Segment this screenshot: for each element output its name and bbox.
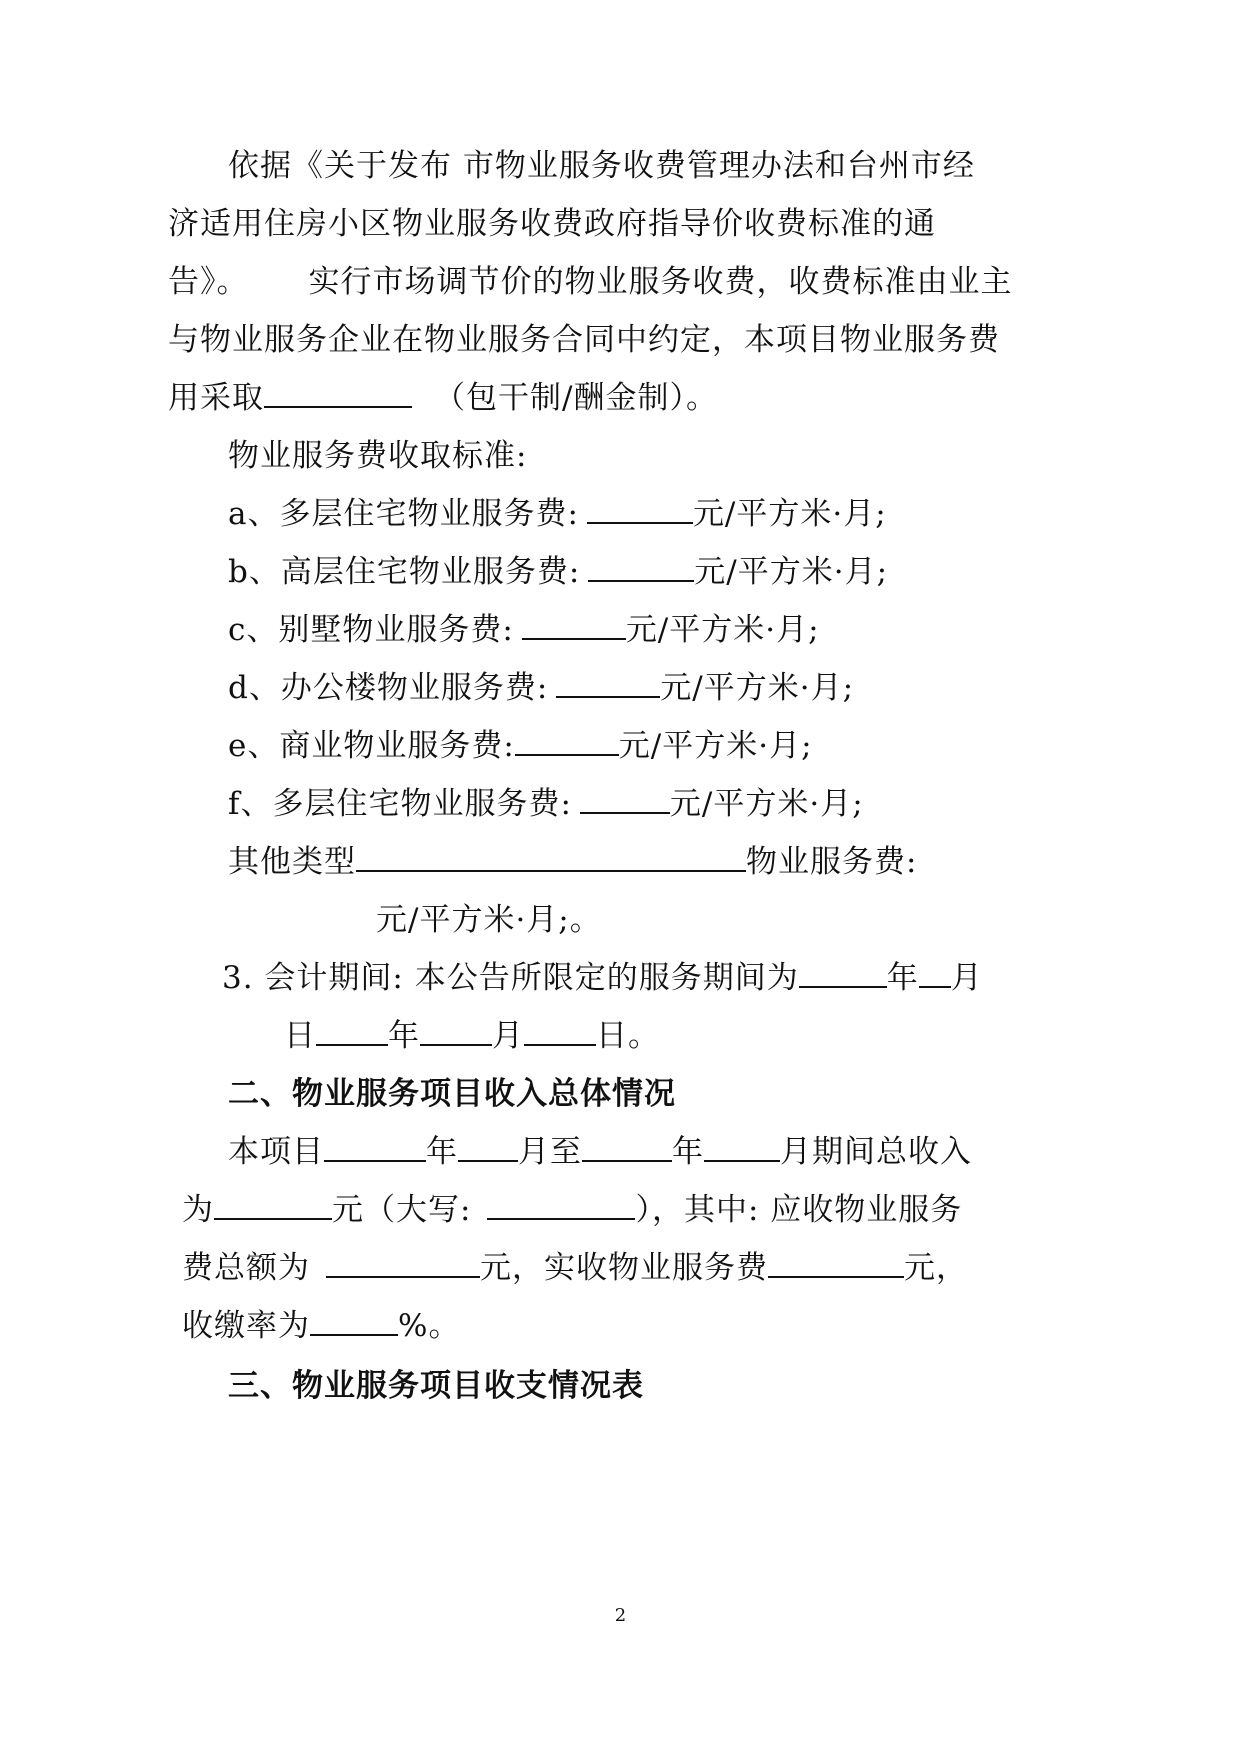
section-3-heading: 三、物业服务项目收支情况表 <box>228 1368 644 1404</box>
intro-line-1: 依据《关于发布 市物业服务收费管理办法和台州市经 <box>228 148 975 184</box>
fee-other-suffix: 物业服务费: <box>746 844 918 880</box>
period-end-year-blank[interactable] <box>420 1020 492 1046</box>
fee-b-unit: 元/平方米·月; <box>694 554 889 590</box>
fee-d-unit: 元/平方米·月; <box>660 670 855 706</box>
income-start-month-blank[interactable] <box>458 1136 518 1162</box>
fee-standard-title: 物业服务费收取标准: <box>228 438 528 474</box>
income-year-1: 年 <box>426 1134 458 1170</box>
intro-line-2: 济适用住房小区物业服务收费政府指导价收费标准的通 <box>168 206 936 242</box>
income-line-1 <box>228 1132 972 1172</box>
period-month-2: 月 <box>492 1018 524 1054</box>
receivable-fee-blank[interactable] <box>326 1252 480 1278</box>
intro-line-3-start: 告》。 <box>168 264 249 300</box>
fee-item-d-label: d、办公楼物业服务费: <box>228 670 549 706</box>
collection-rate-blank[interactable] <box>310 1310 398 1336</box>
fee-item-c-label: c、别墅物业服务费: <box>228 612 514 648</box>
intro-line-5-start: 用采取 <box>168 380 264 416</box>
income-end-year-blank[interactable] <box>582 1136 672 1162</box>
income-month-total: 月期间总收入 <box>780 1134 972 1170</box>
receivable-end: 元， <box>904 1250 968 1286</box>
period-year-2: 年 <box>388 1018 420 1054</box>
income-start-year-blank[interactable] <box>324 1136 426 1162</box>
period-end: 日。 <box>596 1018 660 1054</box>
income-year-2: 年 <box>672 1134 704 1170</box>
fee-d-blank[interactable] <box>556 672 660 698</box>
period-year-1: 年 <box>886 960 919 996</box>
period-start-day-blank[interactable] <box>316 1020 388 1046</box>
intro-line-3-end: 实行市场调节价的物业服务收费，收费标准由业主 <box>308 264 1013 300</box>
accounting-period-line <box>222 958 983 998</box>
income-prefix: 本项目 <box>228 1134 324 1170</box>
intro-line-5-end: （包干制/酬金制）。 <box>434 380 718 416</box>
income-line-4 <box>182 1306 460 1346</box>
period-end-month-blank[interactable] <box>524 1020 596 1046</box>
accounting-period-label: 3. 会计期间: 本公告所限定的服务期间为 <box>222 960 799 996</box>
income-month-to: 月至 <box>518 1134 582 1170</box>
fee-item-f <box>228 784 864 824</box>
receivable-mid: 元，实收物业服务费 <box>480 1250 768 1286</box>
section-2-heading: 二、物业服务项目收入总体情况 <box>228 1076 676 1112</box>
fee-item-a <box>228 494 887 534</box>
total-income-blank[interactable] <box>214 1194 332 1220</box>
fee-f-unit: 元/平方米·月; <box>669 786 864 822</box>
intro-line-4: 与物业服务企业在物业服务合同中约定，本项目物业服务费 <box>168 322 1000 358</box>
income-end-month-blank[interactable] <box>704 1136 780 1162</box>
income-total-prefix: 为 <box>182 1192 214 1228</box>
collection-rate-prefix: 收缴率为 <box>182 1308 310 1344</box>
period-month-1: 月 <box>950 960 983 996</box>
intro-line-3 <box>168 262 1013 302</box>
fee-f-blank[interactable] <box>580 788 670 814</box>
income-total-end: ），其中: 应收物业服务 <box>635 1192 963 1228</box>
collection-rate-end: %。 <box>398 1308 461 1344</box>
fee-e-blank[interactable] <box>515 730 619 756</box>
income-line-3 <box>182 1248 968 1288</box>
period-start-month-blank[interactable] <box>919 962 951 988</box>
page-number: 2 <box>614 1605 627 1626</box>
fee-item-b <box>228 552 888 592</box>
fee-c-unit: 元/平方米·月; <box>625 612 820 648</box>
fee-item-e-label: e、商业物业服务费: <box>228 728 515 764</box>
fee-item-c <box>228 610 820 650</box>
billing-method-blank[interactable] <box>264 382 412 408</box>
fee-b-blank[interactable] <box>588 556 694 582</box>
fee-c-blank[interactable] <box>522 614 626 640</box>
received-fee-blank[interactable] <box>768 1252 904 1278</box>
fee-a-blank[interactable] <box>587 498 693 524</box>
receivable-prefix: 费总额为 <box>182 1250 310 1286</box>
fee-other-type-blank[interactable] <box>356 846 746 872</box>
total-income-words-blank[interactable] <box>487 1194 635 1220</box>
intro-line-5 <box>168 378 718 418</box>
fee-e-unit: 元/平方米·月; <box>618 728 813 764</box>
period-start-year-blank[interactable] <box>799 962 887 988</box>
fee-other-unit: 元/平方米·月;。 <box>376 902 602 938</box>
period-day-1: 日 <box>284 1018 316 1054</box>
fee-item-f-label: f、多层住宅物业服务费: <box>228 786 572 822</box>
fee-item-d <box>228 668 854 708</box>
fee-item-a-label: a、多层住宅物业服务费: <box>228 496 579 532</box>
fee-item-b-label: b、高层住宅物业服务费: <box>228 554 581 590</box>
fee-item-e <box>228 726 813 766</box>
income-line-2 <box>182 1190 962 1230</box>
fee-item-other <box>228 842 917 882</box>
fee-a-unit: 元/平方米·月; <box>692 496 887 532</box>
income-total-mid: 元（大写: <box>332 1192 472 1228</box>
accounting-period-line-2 <box>284 1016 660 1056</box>
fee-other-label: 其他类型 <box>228 844 356 880</box>
